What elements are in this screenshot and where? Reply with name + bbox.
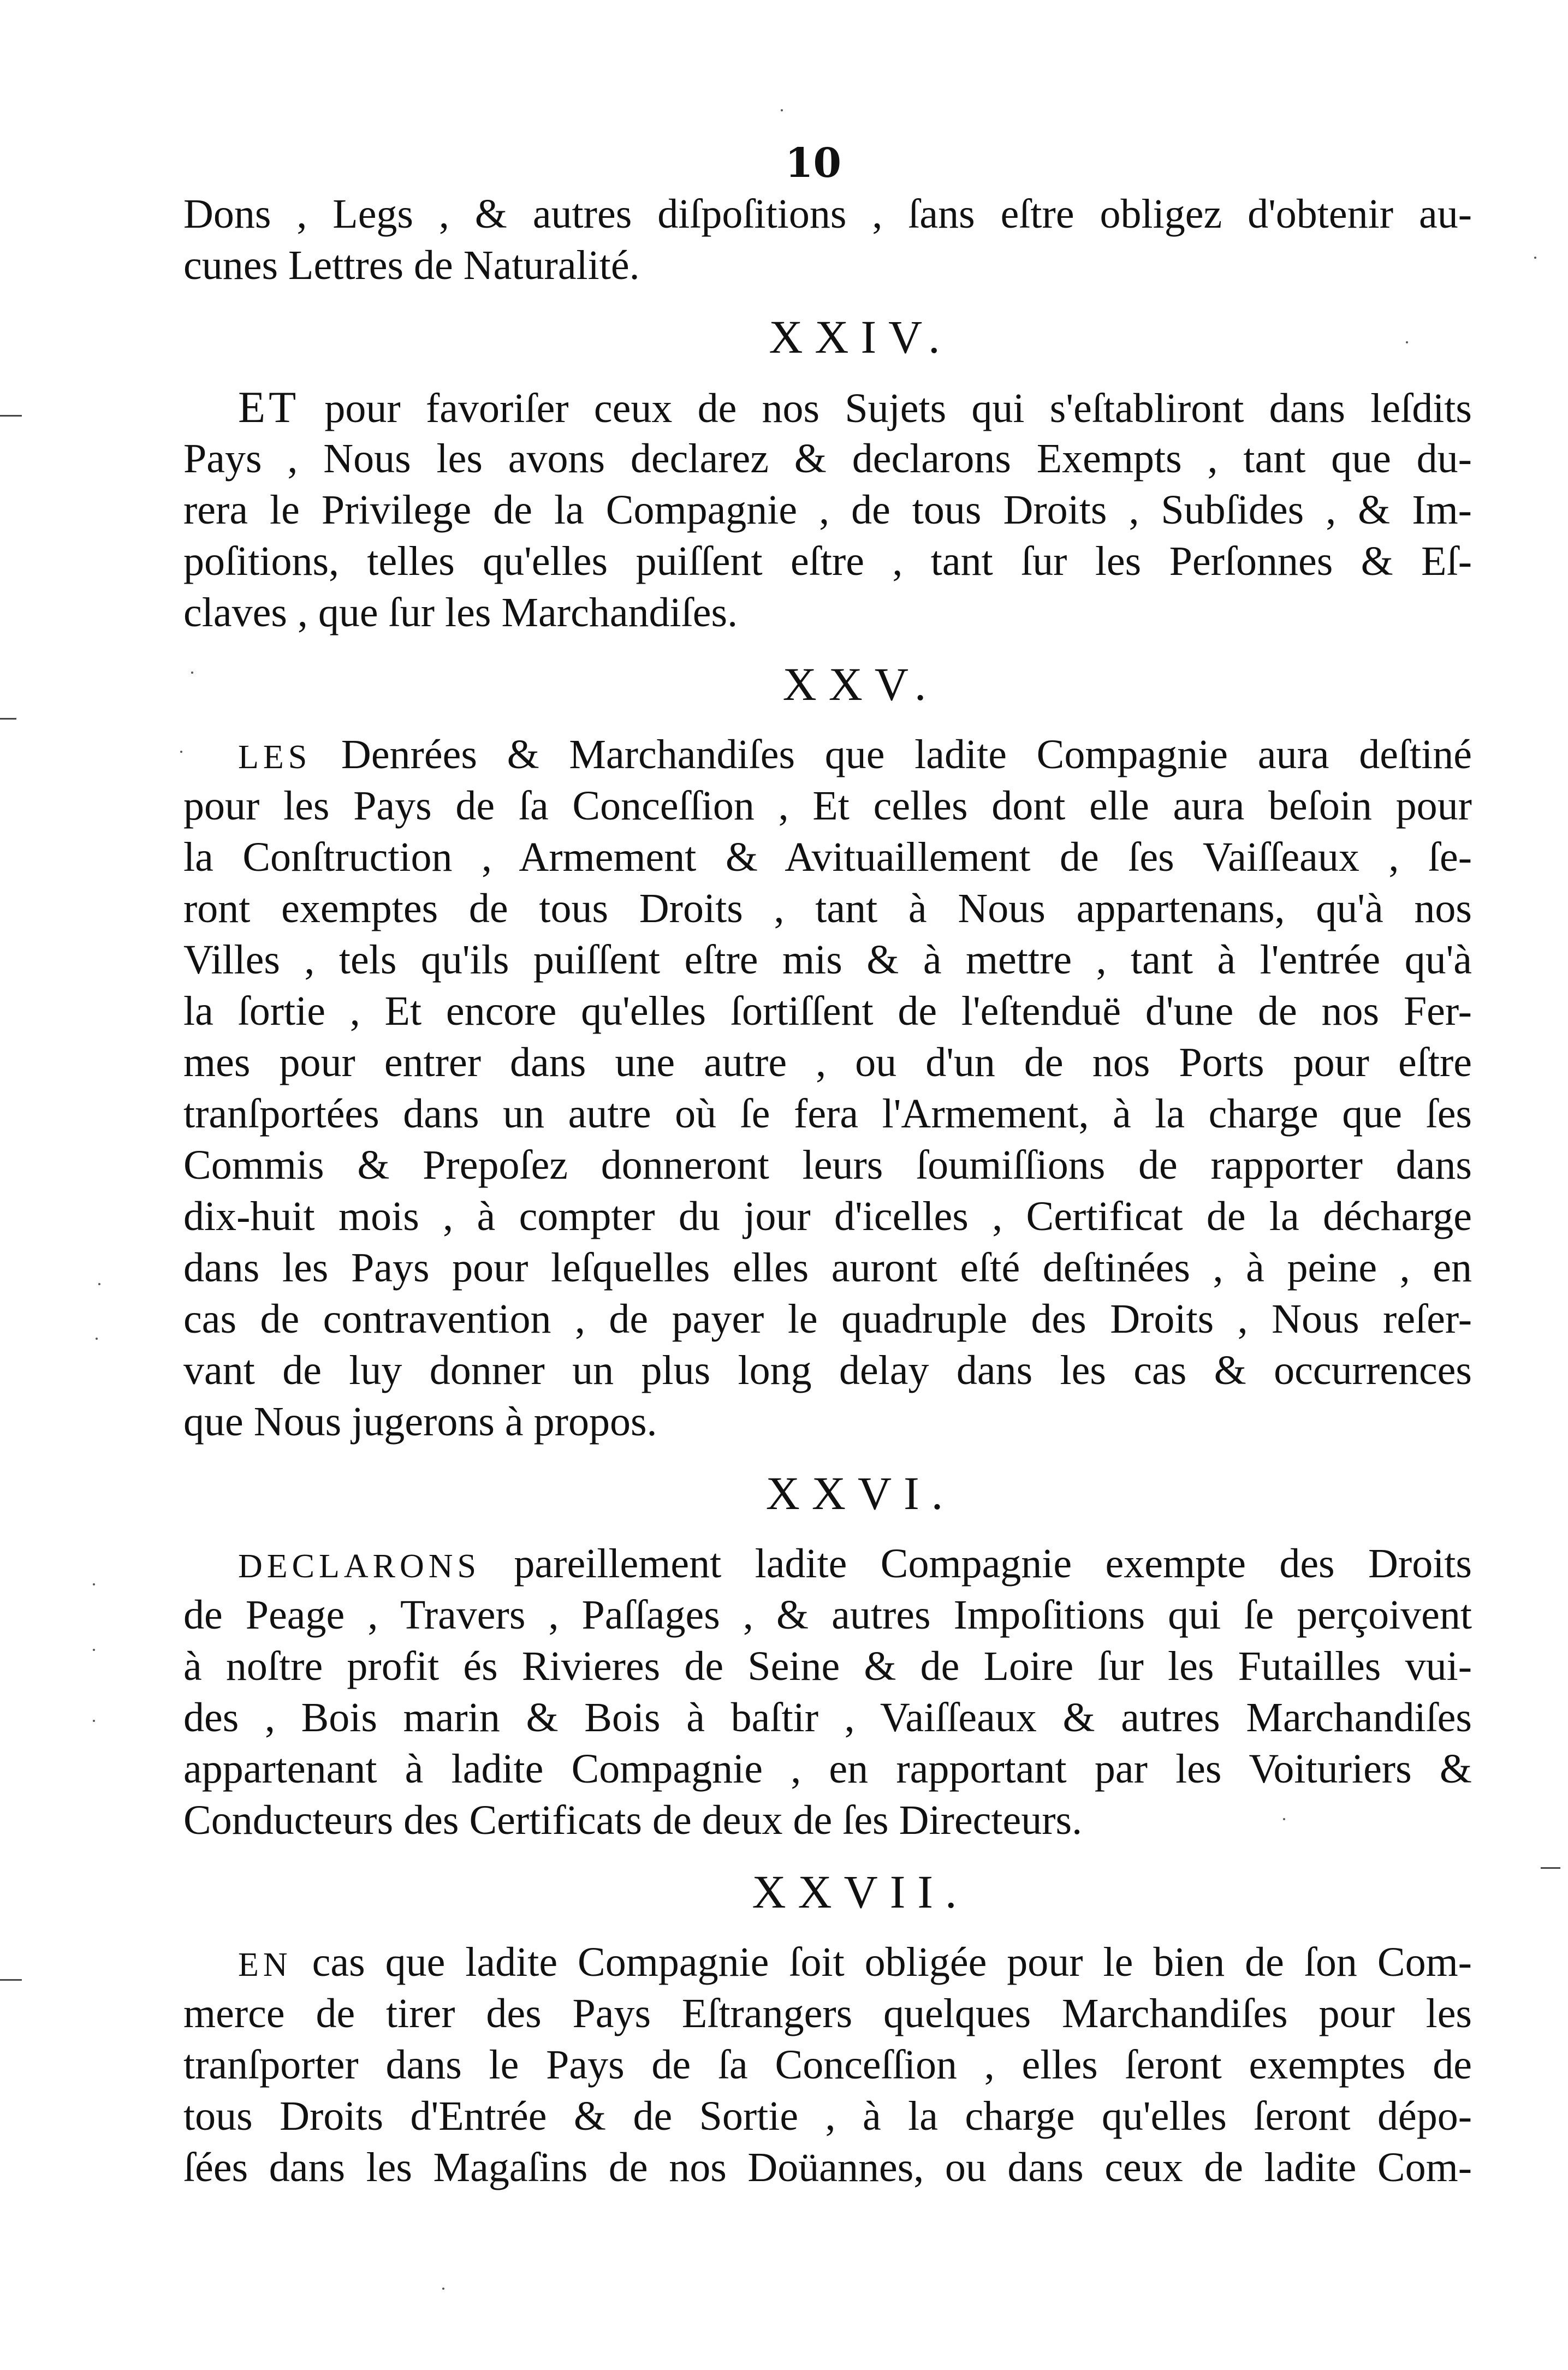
text-line: Villes , tels qu'ils puiſſent eſtre mis & à mettre , tant à l'entrée qu'à — [183, 937, 1472, 983]
article-lead-word: EN — [238, 1946, 292, 1983]
article-24-paragraph — [183, 382, 1472, 638]
text-line: que Nous jugerons à propos. — [183, 1399, 657, 1445]
text-line: Commis & Prepoſez donneront leurs ſoumiſſions de rapporter dans — [183, 1142, 1472, 1188]
text-line: Conducteurs des Certificats de deux de ſes Directeurs. — [183, 1797, 1083, 1843]
article-lead-word: LES — [238, 739, 312, 776]
article-heading-24: XXIV. — [769, 311, 952, 363]
text-line: cas de contravention , de payer le quadruple des Droits , Nous reſer- — [183, 1296, 1472, 1342]
text-line-rest: cas que ladite Compagnie ſoit obligée pour le bien de ſon Com- — [292, 1939, 1472, 1985]
text-line: cunes Lettres de Naturalité. — [183, 242, 640, 288]
article-25-paragraph — [183, 729, 1472, 1447]
text-line: vant de luy donner un plus long delay dans les cas & occurrences — [183, 1347, 1472, 1393]
text-line: ſées dans les Magaſins de nos Doüannes, ou dans ceux de ladite Com- — [183, 2145, 1472, 2190]
text-line: tous Droits d'Entrée & de Sortie , à la charge qu'elles ſeront dépo- — [183, 2093, 1472, 2139]
scan-speck — [1283, 1818, 1285, 1820]
scan-mark — [0, 718, 16, 720]
article-heading-26: XXVI. — [765, 1467, 955, 1519]
scan-speck — [442, 2288, 444, 2290]
text-line: dix-huit mois , à compter du jour d'icelles , Certificat de la décharge — [183, 1193, 1472, 1239]
text-line: Pays , Nous les avons declarez & declarons Exempts , tant que du- — [183, 436, 1472, 482]
scan-speck — [98, 1283, 100, 1285]
text-line — [183, 1937, 1472, 1988]
text-line: dans les Pays pour leſquelles elles auront eſté deſtinées , à peine , en — [183, 1245, 1472, 1291]
article-27-paragraph — [183, 1937, 1472, 2193]
text-line: merce de tirer des Pays Eſtrangers quelques Marchandiſes pour les — [183, 1991, 1472, 2036]
text-line: poſitions, telles qu'elles puiſſent eſtre , tant ſur les Perſonnes & Eſ- — [183, 538, 1472, 584]
article-lead-word: ET — [238, 382, 300, 432]
opening-paragraph — [183, 188, 1472, 291]
scan-speck — [180, 751, 182, 753]
text-line: à noſtre profit és Rivieres de Seine & de Loire ſur les Futailles vui- — [183, 1643, 1472, 1689]
text-line: la Conſtruction , Armement & Avituaillement de ſes Vaiſſeaux , ſe- — [183, 834, 1472, 880]
text-line: claves , que ſur les Marchandiſes. — [183, 590, 738, 635]
text-line: ront exemptes de tous Droits , tant à Nous appartenans, qu'à nos — [183, 886, 1472, 931]
text-line: rera le Privilege de la Compagnie , de tous Droits , Subſides , & Im- — [183, 487, 1472, 533]
text-line-rest: pour favoriſer ceux de nos Sujets qui s'eſtabliront dans leſdits — [299, 385, 1472, 431]
text-line: des , Bois marin & Bois à baſtir , Vaiſſeaux & autres Marchandiſes — [183, 1695, 1472, 1741]
scan-speck — [781, 109, 783, 111]
scan-speck — [191, 672, 193, 674]
text-line — [183, 729, 1472, 780]
article-heading-25: XXV. — [782, 658, 939, 710]
text-line: la ſortie , Et encore qu'elles ſortiſſent de l'eſtenduë d'une de nos Fer- — [183, 988, 1472, 1034]
text-line-rest: pareillement ladite Compagnie exempte des Droits — [480, 1541, 1472, 1587]
text-line: Dons , Legs , & autres diſpoſitions , ſans eſtre obligez d'obtenir au- — [183, 191, 1472, 237]
text-line: de Peage , Travers , Paſſages , & autres Impoſitions qui ſe perçoivent — [183, 1592, 1472, 1638]
text-line: tranſporter dans le Pays de ſa Conceſſion , elles ſeront exemptes de — [183, 2042, 1472, 2088]
scan-mark — [1541, 1867, 1560, 1869]
scan-speck — [1406, 341, 1408, 343]
text-line: pour les Pays de ſa Conceſſion , Et celles dont elle aura beſoin pour — [183, 783, 1472, 829]
article-26-paragraph — [183, 1538, 1472, 1846]
scan-mark — [0, 415, 22, 417]
page-number: 10 — [785, 140, 841, 187]
text-line: mes pour entrer dans une autre , ou d'un de nos Ports pour eſtre — [183, 1040, 1472, 1085]
scan-speck — [96, 1338, 98, 1340]
article-heading-27: XXVII. — [752, 1866, 969, 1918]
scan-speck — [93, 1583, 95, 1585]
text-line: tranſportées dans un autre où ſe fera l'Armement, à la charge que ſes — [183, 1091, 1472, 1137]
scan-mark — [0, 1979, 22, 1981]
text-line: appartenant à ladite Compagnie , en rapportant par les Voituriers & — [183, 1746, 1472, 1792]
scan-speck — [93, 1649, 95, 1651]
text-line — [183, 1538, 1472, 1589]
scan-speck — [1534, 257, 1536, 259]
article-lead-word: DECLARONS — [238, 1548, 481, 1585]
page-body — [183, 188, 1472, 2193]
text-line-rest: Denrées & Marchandiſes que ladite Compagnie aura deſtiné — [311, 732, 1472, 777]
text-line — [183, 382, 1472, 433]
scan-speck — [93, 1720, 95, 1722]
